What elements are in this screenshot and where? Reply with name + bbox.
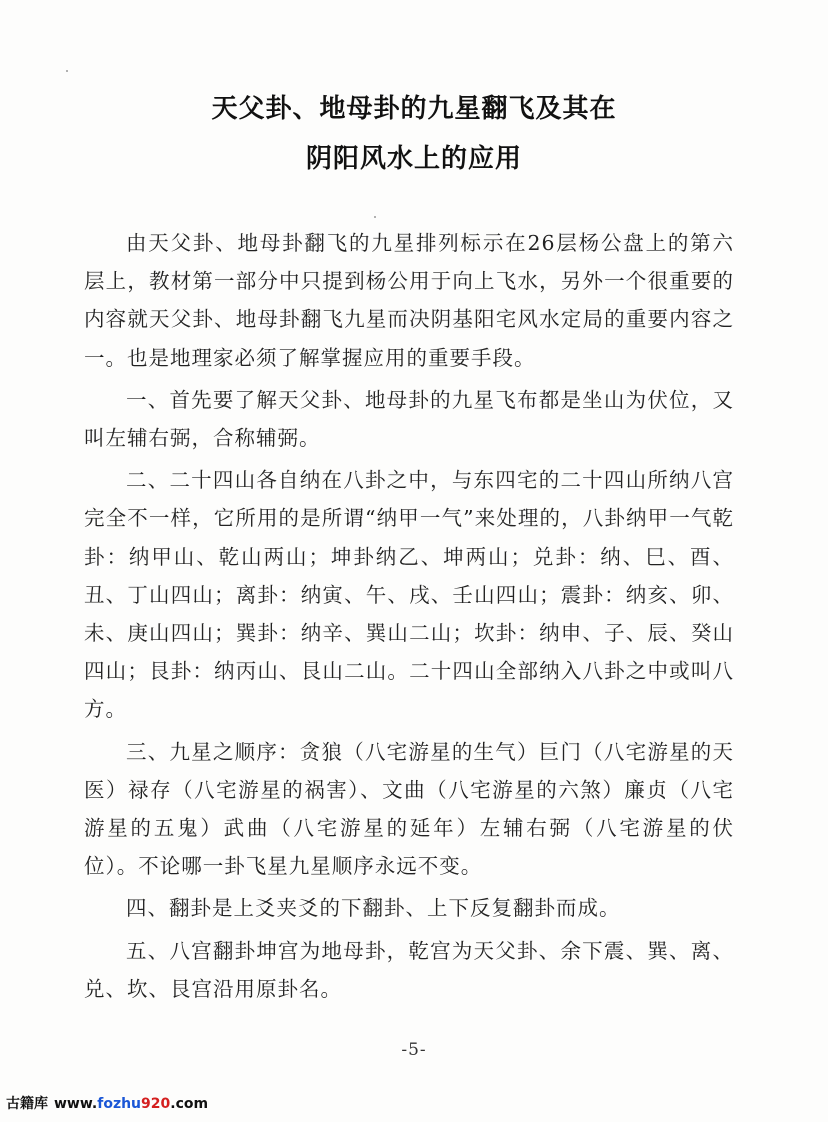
watermark-tld: .com (170, 1096, 209, 1112)
paragraph-intro: 由天父卦、地母卦翻飞的九星排列标示在26层杨公盘上的第六层上，教材第一部分中只提到杨公用于向上飞水，另外一个很重要的内容就天父卦、地母卦翻飞九星而决阴基阳宅风水定局的重要内容之一。也是地理家必须了解掌握应用的重要手段。 (84, 231, 734, 370)
watermark-www: www. (54, 1096, 98, 1112)
paragraph-1: 一、首先要了解天父卦、地母卦的九星飞布都是坐山为伏位，又叫左辅右弼，合称辅弼。 (84, 387, 734, 451)
paragraph-5: 五、八宫翻卦坤宫为地母卦，乾宫为天父卦、余下震、巽、离、兑、坎、艮宫沿用原卦名。 (84, 938, 734, 1001)
scan-speck (374, 216, 376, 218)
document-body (84, 224, 734, 1008)
watermark-brand: 古籍库 (6, 1096, 48, 1112)
document-title-line-1: 天父卦、地母卦的九星翻飞及其在 (211, 94, 617, 124)
scan-speck (66, 70, 68, 72)
paragraph-3: 三、九星之顺序：贪狼（八宅游星的生气）巨门（八宅游星的天医）禄存（八宅游星的祸害）、文曲（八宅游星的六煞）廉贞（八宅游星的五鬼）武曲（八宅游星的延年）左辅右弼（八宅游星的伏位）。不论哪一卦飞星九星顺序永远不变。 (84, 739, 734, 879)
page-number: -5- (401, 1040, 427, 1060)
watermark-footer (6, 1093, 208, 1113)
watermark-number: 920 (141, 1096, 171, 1112)
watermark-site: fozhu (97, 1096, 142, 1112)
paragraph-4: 四、翻卦是上爻夹爻的下翻卦、上下反复翻卦而成。 (126, 896, 621, 921)
paragraph-2: 二、二十四山各自纳在八卦之中，与东四宅的二十四山所纳八宫完全不一样，它所用的是所谓“纳甲一气”来处理的，八卦纳甲一气乾卦：纳甲山、乾山两山；坤卦纳乙、坤两山；兑卦：纳、巳、酉、丑、丁山四山；离卦：纳寅、午、戌、壬山四山；震卦：纳亥、卯、未、庚山四山；巽卦：纳辛、巽山二山；坎卦：纳申、子、辰、癸山四山；艮卦：纳丙山、艮山二山。二十四山全部纳入八卦之中或叫八方。 (84, 468, 734, 722)
document-title-line-2: 阴阳风水上的应用 (305, 144, 522, 174)
